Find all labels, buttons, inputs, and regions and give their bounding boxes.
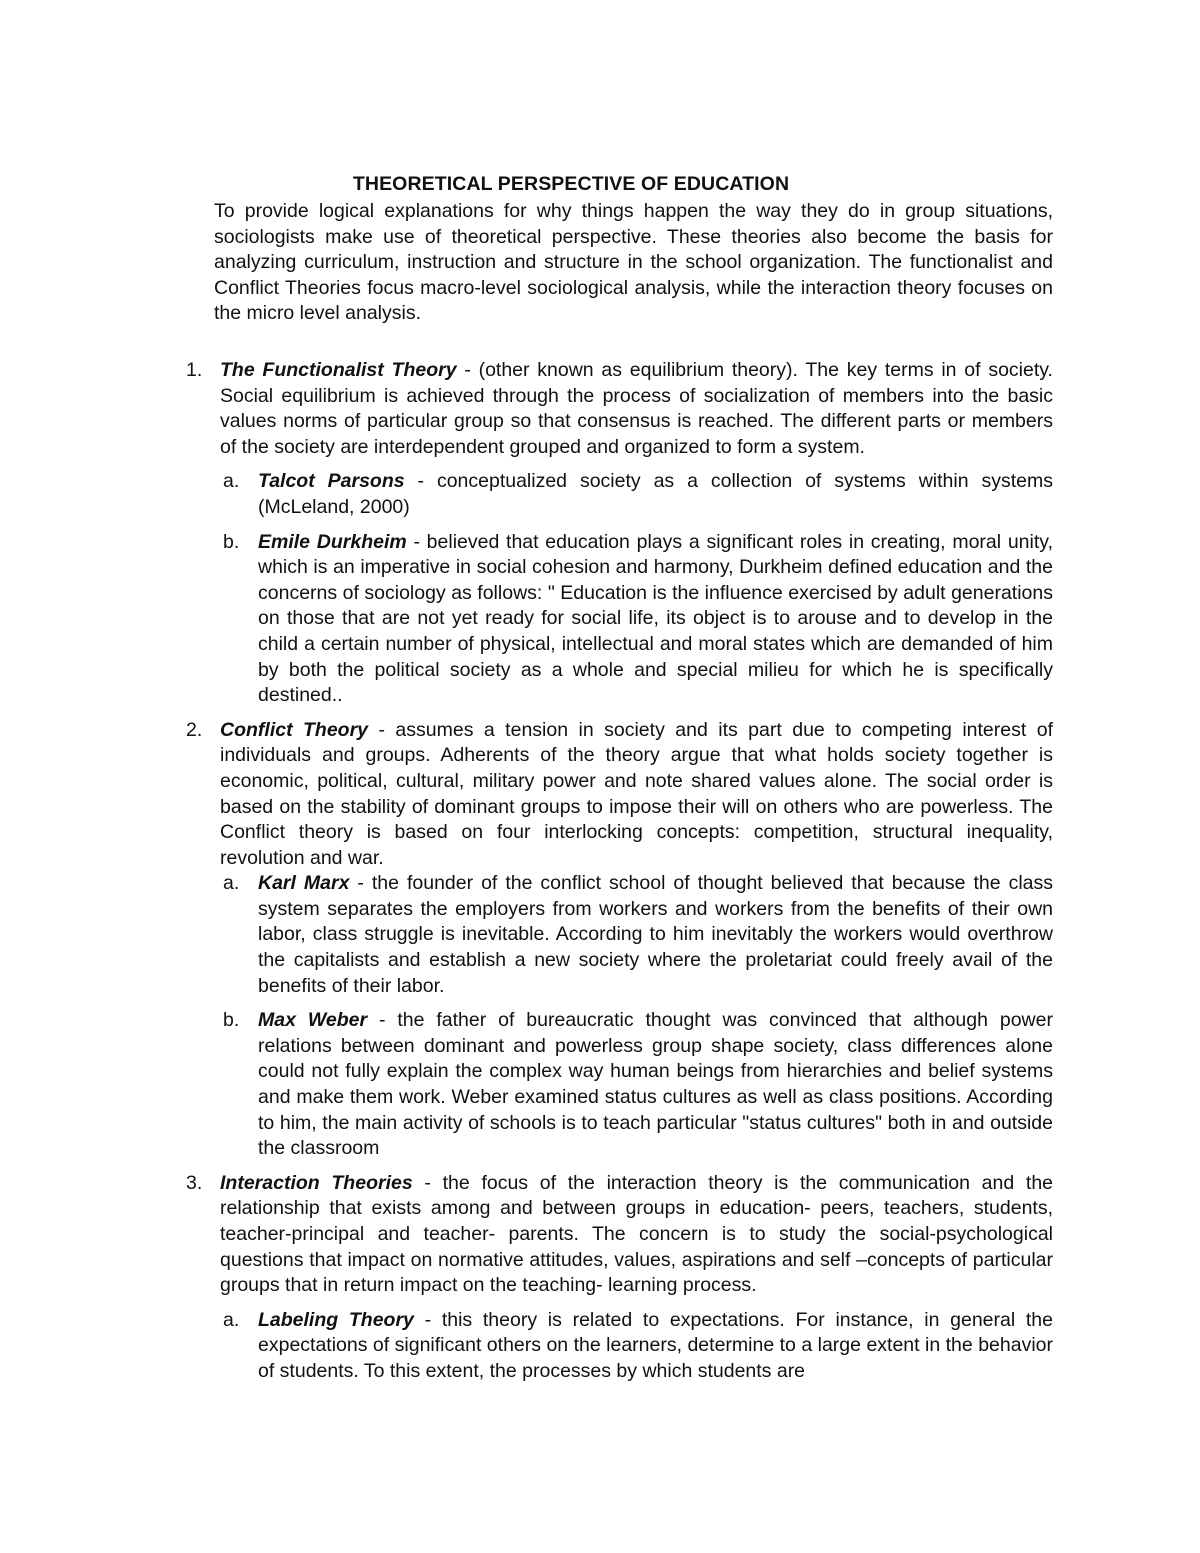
subitem-max-weber bbox=[220, 1008, 1053, 1162]
term-karl-marx: Karl Marx bbox=[258, 872, 350, 895]
term-functionalist-theory: The Functionalist Theory bbox=[220, 359, 457, 381]
term-talcot-parsons: Talcot Parsons bbox=[258, 470, 405, 493]
intro-paragraph: To provide logical explanations for why things happen the way they do in group situations, sociologists make use of theoretical perspective. These theories also become the basis for analyzing curriculum, instruction and structure in the school organization. The functionalist and Conflict Theories focus macro-level sociological analysis, while the interaction theory focuses on the micro level analysis. bbox=[214, 200, 1053, 325]
sublist-letter: b. bbox=[223, 1009, 240, 1032]
document-title bbox=[0, 173, 1200, 196]
subitem-talcot-parsons bbox=[220, 469, 1053, 520]
term-labeling-theory: Labeling Theory bbox=[258, 1308, 414, 1331]
subitem-text: - this theory is related to expectations. For instance, in general the expectations of significant others on the learners, determine to a large extent in the behavior of students. To this extent, the processes by which students are bbox=[258, 1308, 1053, 1382]
item-text: - (other known as equilibrium theory). The key terms in of society. Social equilibrium is achieved through the process of socialization of members into the basic values norms of particular group so that consensus is reached. The different parts or members of the society are interdependent grouped and organized to form a system. bbox=[220, 359, 1053, 458]
document-title-text: THEORETICAL PERSPECTIVE OF EDUCATION bbox=[352, 173, 790, 195]
sublist-functionalist bbox=[220, 469, 1053, 708]
item-text: - the focus of the interaction theory is the communication and the relationship that exists among and between groups in education- peers, teachers, students, teacher-principal and teacher- parents. The concern is to study the social-psychological questions that impact on normative attitudes, values, aspirations and self –concepts of particular groups that in return impact on the teaching- learning process. bbox=[220, 1171, 1054, 1297]
subitem-emile-durkheim bbox=[220, 530, 1053, 709]
list-item-interaction-theories bbox=[186, 1171, 1053, 1385]
theory-list bbox=[186, 358, 1053, 1385]
item-text: - assumes a tension in society and its part due to competing interest of individuals and groups. Adherents of the theory argue that what holds society together is economic, political, cultural, military power and note shared values alone. The social order is based on the stability of dominant groups to impose their will on others who are powerless. The Conflict theory is based on four interlocking concepts: competition, structural inequality, revolution and war. bbox=[220, 718, 1053, 869]
subitem-text: - believed that education plays a significant roles in creating, moral unity, which is an imperative in social cohesion and harmony, Durkheim defined education and the concerns of sociology as follows: " Education is the influence exercised by adult generations on those that are not yet ready for social life, its object is to arouse and to develop in the child a certain number of physical, intellectual and moral states which are demanded of him by both the political society as a whole and special milieu for which he is specifically destined.. bbox=[258, 530, 1053, 707]
term-conflict-theory: Conflict Theory bbox=[220, 718, 369, 741]
sublist-letter: a. bbox=[223, 1308, 240, 1331]
subitem-text: - the father of bureaucratic thought was convinced that although power relations between dominant and powerless group shape society, class differences alone could not fully explain the complex way human beings from hierarchies and belief systems and make them work. Weber examined status cultures as well as class positions. According to him, the main activity of schools is to teach particular "status cultures" both in and outside the classroom bbox=[258, 1009, 1053, 1160]
term-interaction-theories: Interaction Theories bbox=[220, 1171, 413, 1194]
list-number: 1. bbox=[186, 359, 203, 381]
list-item-functionalist-theory bbox=[186, 358, 1053, 709]
list-number: 2. bbox=[186, 718, 203, 741]
term-max-weber: Max Weber bbox=[258, 1009, 368, 1032]
subitem-text: - conceptualized society as a collection of systems within systems (McLeland, 2000) bbox=[258, 470, 1053, 518]
subitem-karl-marx bbox=[220, 871, 1053, 999]
sublist-letter: a. bbox=[223, 470, 240, 493]
subitem-labeling-theory bbox=[220, 1308, 1053, 1385]
subitem-text: - the founder of the conflict school of thought believed that because the class system separates the employers from workers and workers from the benefits of their own labor, class struggle is inevitable. According to him inevitably the workers would overthrow the capitalists and establish a new society where the proletariat could freely avail of the benefits of their labor. bbox=[258, 872, 1054, 997]
sublist-conflict bbox=[220, 871, 1053, 1162]
sublist-interaction bbox=[220, 1308, 1053, 1385]
list-item-conflict-theory bbox=[186, 718, 1053, 1162]
sublist-letter: a. bbox=[223, 872, 240, 895]
term-emile-durkheim: Emile Durkheim bbox=[258, 530, 407, 553]
sublist-letter: b. bbox=[223, 530, 240, 553]
list-number: 3. bbox=[186, 1171, 203, 1194]
